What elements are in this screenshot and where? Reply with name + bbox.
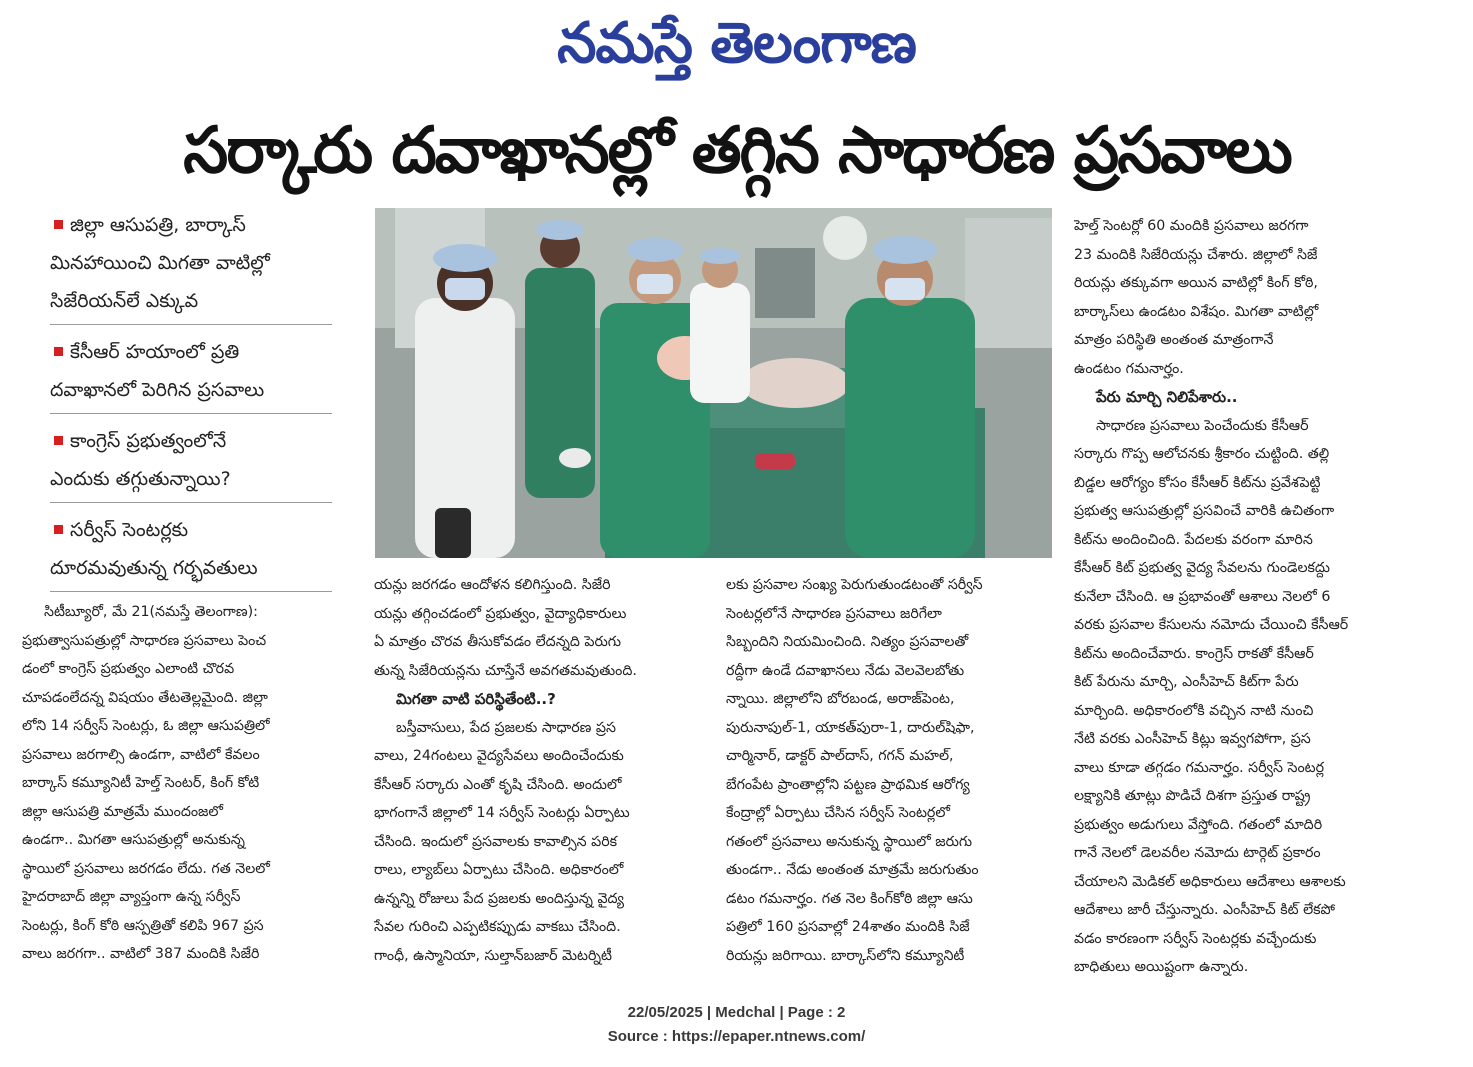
highlight-line: జిల్లా ఆసుపత్రి, బార్కాస్ bbox=[70, 214, 246, 236]
article-line: ప్రభుత్వాసుపత్రుల్లో సాధారణ ప్రసవాలు పెంచ bbox=[22, 632, 267, 649]
article-line: ఉన్నన్ని రోజులు పేద ప్రజలకు అందిస్తున్న వైద్య bbox=[374, 890, 624, 907]
article-line: డంలో కాంగ్రెస్ ప్రభుత్వం ఎలాంటి చొరవ bbox=[22, 661, 235, 677]
article-line: స్థాయిలో ప్రసవాలు జరగడం లేదు. గత నెలలో bbox=[22, 860, 270, 877]
article-line: యన్లు జరగడం ఆందోళన కలిగిస్తుంది. సిజేరి bbox=[374, 577, 611, 593]
article-line: బాధితులు అయిష్టంగా ఉన్నారు. bbox=[1074, 959, 1249, 975]
article-line: బిడ్డల ఆరోగ్యం కోసం కేసీఆర్ కిట్‌ను ప్రవేశపెట్టి bbox=[1074, 474, 1321, 491]
article-line: రియన్లు జరిగాయి. బార్కాస్‌లోని కమ్యూనిటీ bbox=[726, 947, 965, 964]
article-line: చార్మినార్, డాక్టర్ పాల్‌దాస్, గగన్ మహల్, bbox=[726, 748, 954, 764]
highlights-box bbox=[50, 204, 332, 598]
highlight-item bbox=[50, 509, 332, 592]
article-line: ఏ మాత్రం చొరవ తీసుకోవడం లేదన్నది పెరుగు bbox=[374, 634, 621, 650]
article-line: ప్రభుత్వం అడుగులు వేస్తోంది. గతంలో మాదిరి bbox=[1074, 816, 1323, 833]
article-line: చేయాలని మెడికల్ అధికారులు ఆదేశాలు ఆశాలకు bbox=[1074, 873, 1346, 890]
article-line: డటం గమనార్హం. గత నెల కింగ్‌కోఠి జిల్లా ఆసు bbox=[726, 890, 973, 907]
article-line: చూపడంలేదన్న విషయం తేటతెల్లమైంది. జిల్లా bbox=[22, 689, 268, 706]
article-line: మార్చింది. అధికారంలోకి వచ్చిన నాటి నుంచి bbox=[1074, 702, 1314, 719]
article-line: గాంధీ, ఉస్మానియా, సుల్తాన్‌బజార్ మెటర్నిటీ bbox=[374, 947, 613, 964]
article-line: కిట్‌ను అందించింది. పేదలకు వరంగా మారిన bbox=[1074, 531, 1313, 548]
footer-date-edition: 22/05/2025 | Medchal | Page : 2 bbox=[627, 1004, 846, 1021]
article-line: వాలు జరగగా.. వాటిలో 387 మందికి సిజేరి bbox=[22, 946, 260, 962]
article-line: రాలు, ల్యాబ్‌లు ఏర్పాటు చేసింది. అధికారంలో bbox=[374, 862, 624, 878]
article-line: సాధారణ ప్రసవాలు పెంచేందుకు కేసీఆర్ bbox=[1096, 417, 1309, 434]
article-line: భాగంగానే జిల్లాలో 14 సర్వీస్ సెంటర్లు ఏర్పాటు bbox=[374, 805, 630, 821]
article-line: కేసీఆర్ కిట్ ప్రభుత్వ వైద్య సేవలను గుండెలకద్దు bbox=[1074, 560, 1330, 576]
article-line: పురునాపుల్-1, యాకత్‌పురా-1, దారుల్‌షిఫా, bbox=[726, 719, 975, 736]
article-line: లకు ప్రసవాల సంఖ్య పెరుగుతుండటంతో సర్వీస్ bbox=[726, 577, 983, 593]
highlight-item bbox=[50, 420, 332, 503]
article-line: కేంద్రాల్లో ఏర్పాటు చేసిన సర్వీస్ సెంటర్లలో bbox=[726, 805, 950, 821]
article-line: జిల్లా ఆసుపత్రి మాత్రమే ముందంజలో bbox=[22, 803, 224, 820]
article-line: రియన్లు తక్కువగా అయిన వాటిల్లో కింగ్ కోఠి, bbox=[1074, 275, 1318, 291]
highlight-item bbox=[50, 331, 332, 414]
article-line: ప్రభుత్వ ఆసుపత్రుల్లో ప్రసవించే వారికి ఉచితంగా bbox=[1074, 503, 1335, 519]
article-line: బేగంపేట ప్రాంతాల్లోని పట్టణ ప్రాథమిక ఆరోగ్య bbox=[726, 776, 970, 793]
article-line: సెంటర్లు, కింగ్ కోఠి ఆస్పత్రితో కలిపి 967 ప్రస bbox=[22, 917, 264, 934]
article-line: బార్కాస్‌లు ఉండటం విశేషం. మిగతా వాటిల్లో bbox=[1074, 303, 1319, 320]
bullet-square-icon bbox=[54, 347, 63, 356]
article-column-1 bbox=[22, 598, 344, 969]
highlight-line: సిజేరియన్‌లే ఎక్కువ bbox=[50, 290, 199, 312]
article-line: బార్కాస్ కమ్యూనిటీ హెల్త్ సెంటర్, కింగ్ కోటి bbox=[22, 775, 260, 791]
article-line: నేటి వరకు ఎంసీహెచ్ కిట్లు ఇవ్వగపోగా, ప్రస bbox=[1074, 731, 1311, 747]
news-photo bbox=[375, 208, 1052, 558]
article-line: కిట్ పేరును మార్చి, ఎంసీహెచ్ కిట్‌గా పేరు bbox=[1074, 674, 1299, 690]
headline: సర్కారు దవాఖానల్లో తగ్గిన సాధారణ ప్రసవాలు bbox=[183, 114, 1291, 188]
article-line: సేవల గురించి ఎప్పటికప్పుడు వాకబు చేసింది. bbox=[374, 919, 621, 935]
article-line: లోని 14 సర్వీస్ సెంటర్లు, ఓ జిల్లా ఆసుపత్రిలో bbox=[22, 718, 270, 734]
article-line: సిటీబ్యూరో, మే 21(నమస్తే తెలంగాణ): bbox=[44, 604, 258, 620]
article-line: కేసీఆర్ సర్కారు ఎంతో కృషి చేసింది. అందులో bbox=[374, 776, 622, 793]
article-line: రద్దీగా ఉండే దవాఖానలు నేడు వెలవెలబోతు bbox=[726, 662, 965, 679]
article-line: వడం కారణంగా సర్వీస్ సెంటర్లకు వచ్చేందుకు bbox=[1074, 930, 1317, 947]
article-line: ఉండటం గమనార్హం. bbox=[1074, 360, 1184, 377]
article-line: కిట్‌ను అందించేవారు. కాంగ్రెస్ రాకతో కేసీఆర్ bbox=[1074, 645, 1314, 662]
article-line: న్నాయి. జిల్లాలోని బోరబండ, అరాజ్‌పెంట, bbox=[726, 691, 955, 707]
article-line: యన్లు తగ్గించడంలో ప్రభుత్వం, వైద్యాధికారులు bbox=[374, 605, 627, 622]
article-line: సిబ్బందిని నియమించింది. నిత్యం ప్రసవాలతో bbox=[726, 634, 969, 650]
bullet-square-icon bbox=[54, 436, 63, 445]
operation-theatre-photo bbox=[375, 208, 1052, 558]
highlight-line: కేసీఆర్ హయాంలో ప్రతి bbox=[70, 341, 240, 363]
article-line: ఆదేశాలు జారీ చేస్తున్నారు. ఎంసీహెచ్ కిట్ లేకపో bbox=[1074, 902, 1335, 918]
highlight-line: దవాఖానలో పెరిగిన ప్రసవాలు bbox=[50, 379, 265, 401]
article-line: లక్ష్యానికి తూట్లు పొడిచే దిశగా ప్రస్తుత రాష్ట్ర bbox=[1074, 788, 1311, 804]
bullet-square-icon bbox=[54, 525, 63, 534]
highlight-line: దూరమవుతున్న గర్భవతులు bbox=[50, 557, 258, 579]
highlight-line: సర్వీస్ సెంటర్లకు bbox=[70, 519, 189, 541]
article-line: ఉండగా.. మిగతా ఆసుపత్రుల్లో అనుకున్న bbox=[22, 832, 245, 848]
footer-source-link[interactable]: Source : https://epaper.ntnews.com/ bbox=[607, 1028, 866, 1045]
article-subheading: మిగతా వాటి పరిస్థితేంటి..? bbox=[396, 690, 556, 708]
article-line: బస్తీవాసులు, పేద ప్రజలకు సాధారణ ప్రస bbox=[396, 719, 616, 736]
highlight-line: ఎందుకు తగ్గుతున్నాయి? bbox=[50, 468, 231, 490]
article-line: సర్కారు గొప్ప ఆలోచనకు శ్రీకారం చుట్టింది. తల్లి bbox=[1074, 446, 1330, 462]
article-line: చేసింది. ఇందులో ప్రసవాలకు కావాల్సిన పరిక bbox=[374, 833, 618, 850]
article-line: తుండగా.. నేడు అంతంత మాత్రమే జరుగుతుం bbox=[726, 862, 979, 878]
masthead: నమస్తే తెలంగాణ bbox=[557, 11, 916, 76]
article-line: తున్న సిజేరియన్లను చూస్తేనే అవగతమవుతుంది. bbox=[374, 662, 637, 679]
highlight-line: కాంగ్రెస్ ప్రభుత్వంలోనే bbox=[70, 430, 227, 452]
article-line: సెంటర్లలోనే సాధారణ ప్రసవాలు జరిగేలా bbox=[726, 605, 942, 622]
article-line: కునేలా చేసింది. ఆ ప్రభావంతో ఆశాలు నెలలో 6 bbox=[1074, 588, 1331, 605]
article-line: హెల్త్ సెంటర్లో 60 మందికి ప్రసవాలు జరగగా bbox=[1074, 218, 1309, 234]
highlight-line: మినహాయించి మిగతా వాటిల్లో bbox=[50, 252, 270, 274]
article-column-4 bbox=[1074, 212, 1406, 982]
article-line: మాత్రం పరిస్థితి అంతంత మాత్రంగానే bbox=[1074, 332, 1274, 348]
article-line: ప్రసవాలు జరగాల్సి ఉండగా, వాటిలో కేవలం bbox=[22, 746, 260, 763]
article-line: గతంలో ప్రసవాలు అనుకున్న స్థాయిలో జరుగు bbox=[726, 833, 973, 850]
article-column-2 bbox=[374, 571, 704, 970]
article-line: వాలు, 24గంటలు వైద్యసేవలు అందించేందుకు bbox=[374, 748, 624, 764]
article-column-3 bbox=[726, 571, 1056, 970]
bullet-square-icon bbox=[54, 220, 63, 229]
article-line: వాలు కూడా తగ్గడం గమనార్హం. సర్వీస్ సెంటర్ల bbox=[1074, 759, 1325, 776]
article-subheading: పేరు మార్చి నిలిపేశారు.. bbox=[1096, 388, 1238, 406]
article-line: హైదరాబాద్ జిల్లా వ్యాప్తంగా ఉన్న సర్వీస్ bbox=[22, 889, 241, 905]
article-line: వరకు ప్రసవాల కేసులను నమోదు చేయించి కేసీఆర్ bbox=[1074, 617, 1349, 633]
article-line: పత్రిలో 160 ప్రసవాల్లో 24శాతం మందికి సిజే bbox=[726, 919, 970, 935]
highlight-item bbox=[50, 204, 332, 325]
article-line: గానే నెలలో డెలవరీల నమోదు టార్గెట్ ప్రకారం bbox=[1074, 845, 1321, 861]
article-line: 23 మందికి సిజేరియన్లు చేశారు. జిల్లాలో సిజే bbox=[1074, 246, 1318, 263]
